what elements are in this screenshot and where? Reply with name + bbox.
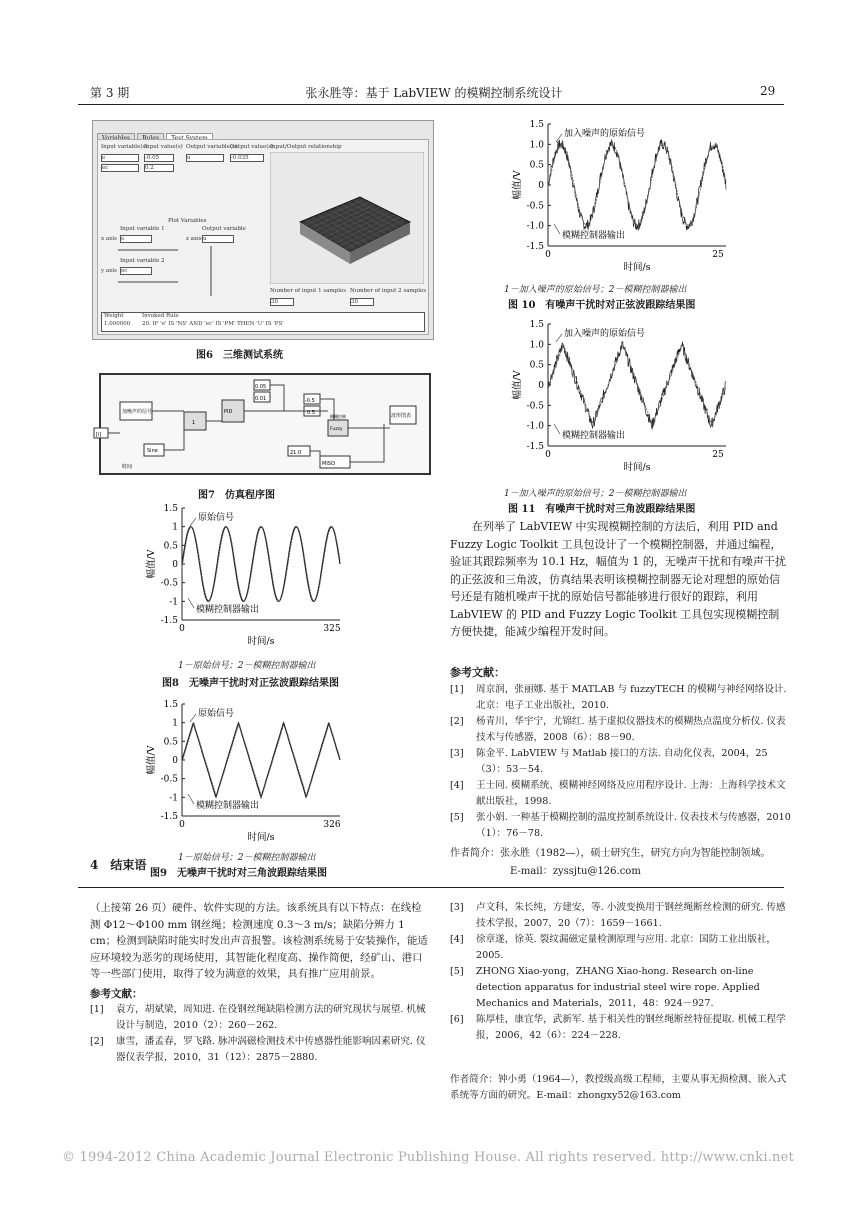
annotation-leader [556,134,562,142]
y-tick-label: 0 [172,560,178,570]
fig10-chart [508,118,740,276]
y-tick-label: 1.5 [163,700,178,710]
series-line-1 [182,723,340,797]
fig7-label-005: 0.05 [255,384,267,390]
fig7-svg [84,372,436,480]
x-axis-label: 时间/s [623,462,651,473]
x-tick-label: 325 [323,624,341,634]
fig7-label-05: 0.5 [307,410,315,416]
rule-table [101,312,425,332]
reference-text: 卢文科，朱长纯，方建安，等. 小波变换用于钢丝绳断丝检测的研究. 传感技术学报，2007，20（7）：1659－1661. [476,902,786,929]
y-axis-select: ec [120,267,152,275]
annotation-leader [188,598,194,608]
reference-text: 陈厚桂，康宜华，武新军. 基于相关性的钢丝绳断丝特征提取. 机械工程学报，2006，42（6）：224－228. [476,1014,786,1041]
conclusion-text: 在列举了 LabVIEW 中实现模糊控制的方法后，利用 PID and Fuzzy Logic Toolkit 工具包设计了一个模糊控制器，并通过编程，验证其跟踪频率为 10.1 Hz，幅值为 1 的，无噪声干扰和有噪声干扰的正弦波和三角波，仿真结果表明该模糊控制器无论对理想的原始信号还是有随机噪声干扰的原始信号都能够进行很好的跟踪，利用 LabVIEW 的 PID and Fuzzy Logic Toolkit 工具包实现模糊控制方便快捷，能减少编程开发时间。 [450,520,786,638]
y-tick-label: 0.5 [529,360,544,371]
label-input-variables: Input variable(s) [101,144,148,150]
fig7-diagram [84,372,436,480]
reference-item [450,746,792,778]
output-var-u: u [186,154,224,162]
label-y-axis: y axis [101,268,117,274]
y-tick-label: 0 [538,181,544,191]
series-line-1 [182,527,340,602]
reference-number: [2] [450,716,464,727]
label-plot-variables: Plot Variables [168,218,207,224]
y-tick-label: 1.0 [529,140,544,151]
x-slider [118,249,178,251]
reference-number: [2] [90,1036,104,1047]
annotation-original: 加入噪声的原始信号 [564,329,646,339]
annotation-output: 模糊控制器输出 [196,801,260,811]
fig10-legend: 1－加入噪声的原始信号；2－模糊控制器输出 [504,285,687,295]
fig7-label-time: 时间 [122,464,133,470]
fig7-label-1: 1 [192,420,196,426]
label-output-var: Output variable [202,226,246,232]
refs2-title: 参考文献： [90,988,143,1000]
x-tick-label: 25 [712,450,724,460]
label-output-values: Output value(s) [230,144,274,150]
reference-item [450,682,792,714]
annotation-output: 模糊控制器输出 [562,231,626,241]
author-bio: 作者简介：张永胜（1982—），硕士研究生，研究方向为智能控制领域。 [450,848,771,859]
header-rule [78,104,784,105]
reference-text: 王士同. 模糊系统、模糊神经网络及应用程序设计. 上海：上海科学技术文献出版社，1998. [476,780,786,807]
label-input-values: Input value(s) [144,144,183,150]
fig7-label-21: 21.0 [290,450,302,456]
reference-item [90,1034,430,1066]
fig9-chart [142,698,354,846]
input-value-ec: 0.2 [144,164,174,172]
reference-text: 康雪，潘孟春，罗飞路. 脉冲涡磁检测技术中传感器性能影响因素研究. 仪器仪表学报，2010，31（12）：2875－2880. [116,1036,426,1063]
y-axis-label: 幅值/V [512,170,523,200]
copyright-footer: © 1994-2012 China Academic Journal Electronic Publishing House. All rights reserved. http://www.cnki.net [62,1150,794,1165]
y-slider [118,281,178,283]
annotation-output: 模糊控制器输出 [196,605,260,615]
y-tick-label: -0.5 [526,401,544,412]
label-input-var2: Input variable 2 [120,258,165,264]
y-tick-label: -0.5 [160,774,178,785]
x-axis-label: 时间/s [247,636,275,647]
reference-text: 周京润，张丽娜. 基于 MATLAB 与 fuzzyTECH 的模糊与神经网络设计. 北京：电子工业出版社，2010. [476,684,787,711]
output-value-u: -0.035 [230,154,264,162]
reference-number: [5] [450,966,464,977]
fig6-caption: 图6 三维测试系统 [196,350,283,361]
reference-item [450,778,792,810]
annotation-original: 加入噪声的原始信号 [564,129,646,139]
y-tick-label: 0.5 [163,541,178,552]
y-tick-label: 0.5 [163,737,178,748]
label-x-axis: x axis [101,236,117,242]
label-weight: Weight [104,313,124,319]
fig11-chart [508,318,740,476]
reference-text: 陈金平. LabVIEW 与 Matlab 接口的方法. 自动化仪表，2004，25（3）：53－54. [476,748,768,775]
y-tick-label: -0.5 [526,201,544,212]
annotation-original: 原始信号 [198,513,235,523]
label-input-var1: Input variable 1 [120,226,165,232]
y-tick-label: -1.5 [526,242,544,252]
y-tick-label: 0 [538,381,544,391]
label-n1: Number of input 1 samples [270,288,347,294]
reference-item [450,900,792,932]
fig6-screenshot [92,120,434,340]
section-4-heading: 4 结束语 [90,858,147,872]
fig7-label-001: 0.01 [255,396,267,402]
y-tick-label: -1 [169,597,178,608]
reference-number: [1] [90,1004,104,1015]
reference-item [450,714,792,746]
reference-number: [5] [450,812,464,823]
reference-number: [6] [450,1014,464,1025]
reference-item [450,964,792,1012]
label-z-axis: z axis [186,236,202,242]
annotation-leader [190,714,196,722]
rule-weight: 1.000000 [104,321,131,327]
x-tick-label: 0 [545,250,551,260]
input-var-ec: ec [101,164,139,172]
fig7-label-sine: Sine [147,448,158,454]
n2-input: 30 [350,298,374,306]
annotation-leader [190,518,196,526]
y-axis-label: 幅值/V [512,370,523,400]
label-invoked: Invoked Rule [142,313,179,319]
z-slider [210,246,212,296]
annotation-original: 原始信号 [198,709,235,719]
issue-number: 第 3 期 [90,86,130,100]
reference-text: ZHONG Xiao-yong，ZHANG Xiao-hong. Research on-line detection apparatus for industrial steel wire rope. Applied Mechanics and Materials，2011，48：924－927. [476,966,760,1009]
y-tick-label: -1.0 [526,421,544,432]
fig7-label-signal: 加噪声的信号 [122,409,153,415]
y-tick-label: -1.5 [160,812,178,822]
rule-text: 20. IF 'e' IS 'NS' AND 'ec' IS 'PM' THEN 'U' IS 'PS' [142,321,284,327]
annotation-leader [554,424,560,434]
reference-item [90,1002,430,1034]
reference-number: [4] [450,934,464,945]
reference-number: [3] [450,748,464,759]
y-tick-label: 1.0 [529,340,544,351]
label-relationship: Input/Output relationship [270,144,342,150]
fig7-label-chart: 波形图表 [391,413,412,419]
x-tick-label: 0 [179,624,185,634]
y-tick-label: -0.5 [160,578,178,589]
fig11-legend: 1－加入噪声的原始信号；2－模糊控制器输出 [504,489,687,499]
annotation-leader [556,334,562,342]
reference-item [450,932,792,964]
reference-text: 袁方，胡斌梁，周知进. 在役钢丝绳缺陷检测方法的研究现状与展望. 机械设计与制造，2010（2）：260－262. [116,1004,426,1031]
reference-item [450,1012,792,1044]
surface-plot [270,152,424,284]
fig7-label-miso: MISO [322,461,335,467]
fig7-label-neg05: -0.5 [305,398,315,404]
x-tick-label: 326 [323,820,341,830]
x-tick-label: 0 [545,450,551,460]
input-var-e: e [101,154,139,162]
y-tick-label: 1 [172,718,178,729]
fig11-caption: 图 11 有噪声干扰时对三角波跟踪结果图 [508,504,696,515]
fig8-legend: 1－原始信号；2－模糊控制器输出 [178,661,316,671]
y-tick-label: 0 [172,756,178,766]
y-tick-label: 0.5 [529,160,544,171]
reference-item [450,810,792,842]
reference-list-2-right [450,900,792,1044]
n1-input: 30 [270,298,294,306]
fig7-caption: 图7 仿真程序图 [198,490,275,501]
reference-text: 杨青川，华宇宁，尤锦红. 基于虚拟仪器技术的模糊热点温度分析仪. 仪表技术与传感器，2008（6）：88－90. [476,716,786,743]
reference-number: [4] [450,780,464,791]
series-line-1 [548,342,726,429]
input-value-e: -0.05 [144,154,174,162]
label-output-variables: Output variable(s) [186,144,237,150]
page-number: 29 [760,84,776,98]
reference-number: [3] [450,902,464,913]
series-line-2 [548,145,726,225]
author-email: E-mail：zyssjtu@126.com [510,866,641,877]
continuation-text: （上接第 26 页）硬件、软件实现的方法。该系统具有以下特点：在线检测 Φ12～Φ100 mm 钢丝绳；检测速度 0.3～3 m/s；缺陷分辨力 1 cm；检测到缺陷时能实时发出声音报警。该检测系统易于安装操作，能适应环境较为恶劣的现场使用，其智能化程度高、操作简便，经矿山、港口等一些部门使用，取得了较为满意的效果，具有推广应用前景。 [90,902,428,980]
y-tick-label: 1.5 [529,120,544,130]
series-line-2 [182,723,340,796]
x-axis-label: 时间/s [247,832,275,843]
annotation-output: 模糊控制器输出 [562,431,626,441]
z-axis-select: u [202,235,234,243]
reference-text: 张小娟. 一种基于模糊控制的温度控制系统设计. 仪表技术与传感器，2010（1）：76－78. [476,812,791,839]
running-title: 张永胜等：基于 LabVIEW 的模糊控制系统设计 [305,86,563,100]
fig10-caption: 图 10 有噪声干扰时对正弦波跟踪结果图 [508,300,696,311]
reference-text: 徐章遂，徐英. 裂纹漏磁定量检测原理与应用. 北京：国防工业出版社，2005. [476,934,777,961]
fig6-panel [97,139,429,335]
y-tick-label: -1.5 [160,616,178,626]
series-line-2 [182,527,340,601]
x-axis-label: 时间/s [623,262,651,273]
fig9-caption: 图9 无噪声干扰时对三角波跟踪结果图 [150,868,327,879]
reference-list [450,682,792,842]
y-tick-label: 1.5 [163,504,178,514]
fig9-legend: 1－原始信号；2－模糊控制器输出 [178,853,316,863]
fig7-label-fuzzy-ctrl: 模糊控制 [330,414,346,419]
y-tick-label: -1.5 [526,442,544,452]
fig8-chart [142,502,354,650]
y-axis-label: 幅值/V [146,745,157,775]
section-separator [78,887,784,888]
fig7-label-pid: PID [224,409,233,415]
author-bio-2: 作者简介：钟小勇（1964—），教授级高级工程师，主要从事无损检测、嵌入式系统等方面的研究。E-mail：zhongxy52@163.com [450,1074,787,1101]
y-tick-label: -1 [169,793,178,804]
y-tick-label: 1 [172,522,178,533]
y-tick-label: 1.5 [529,320,544,330]
reference-number: [1] [450,684,464,695]
reference-list-2-left [90,1002,430,1066]
y-tick-label: -1.0 [526,221,544,232]
fig7-label-fuzzy: Fuzzy [330,427,343,432]
series-line-1 [548,139,726,230]
y-axis-label: 幅值/V [146,549,157,579]
fig8-caption: 图8 无噪声干扰时对正弦波跟踪结果图 [162,678,339,689]
annotation-leader [188,794,194,804]
refs-title: 参考文献： [450,666,505,679]
x-tick-label: 25 [712,250,724,260]
x-tick-label: 0 [179,820,185,830]
fig7-label-i: [i] [96,432,102,438]
label-n2: Number of input 2 samples [350,288,427,294]
annotation-leader [554,224,560,234]
x-axis-select: e [120,235,152,243]
